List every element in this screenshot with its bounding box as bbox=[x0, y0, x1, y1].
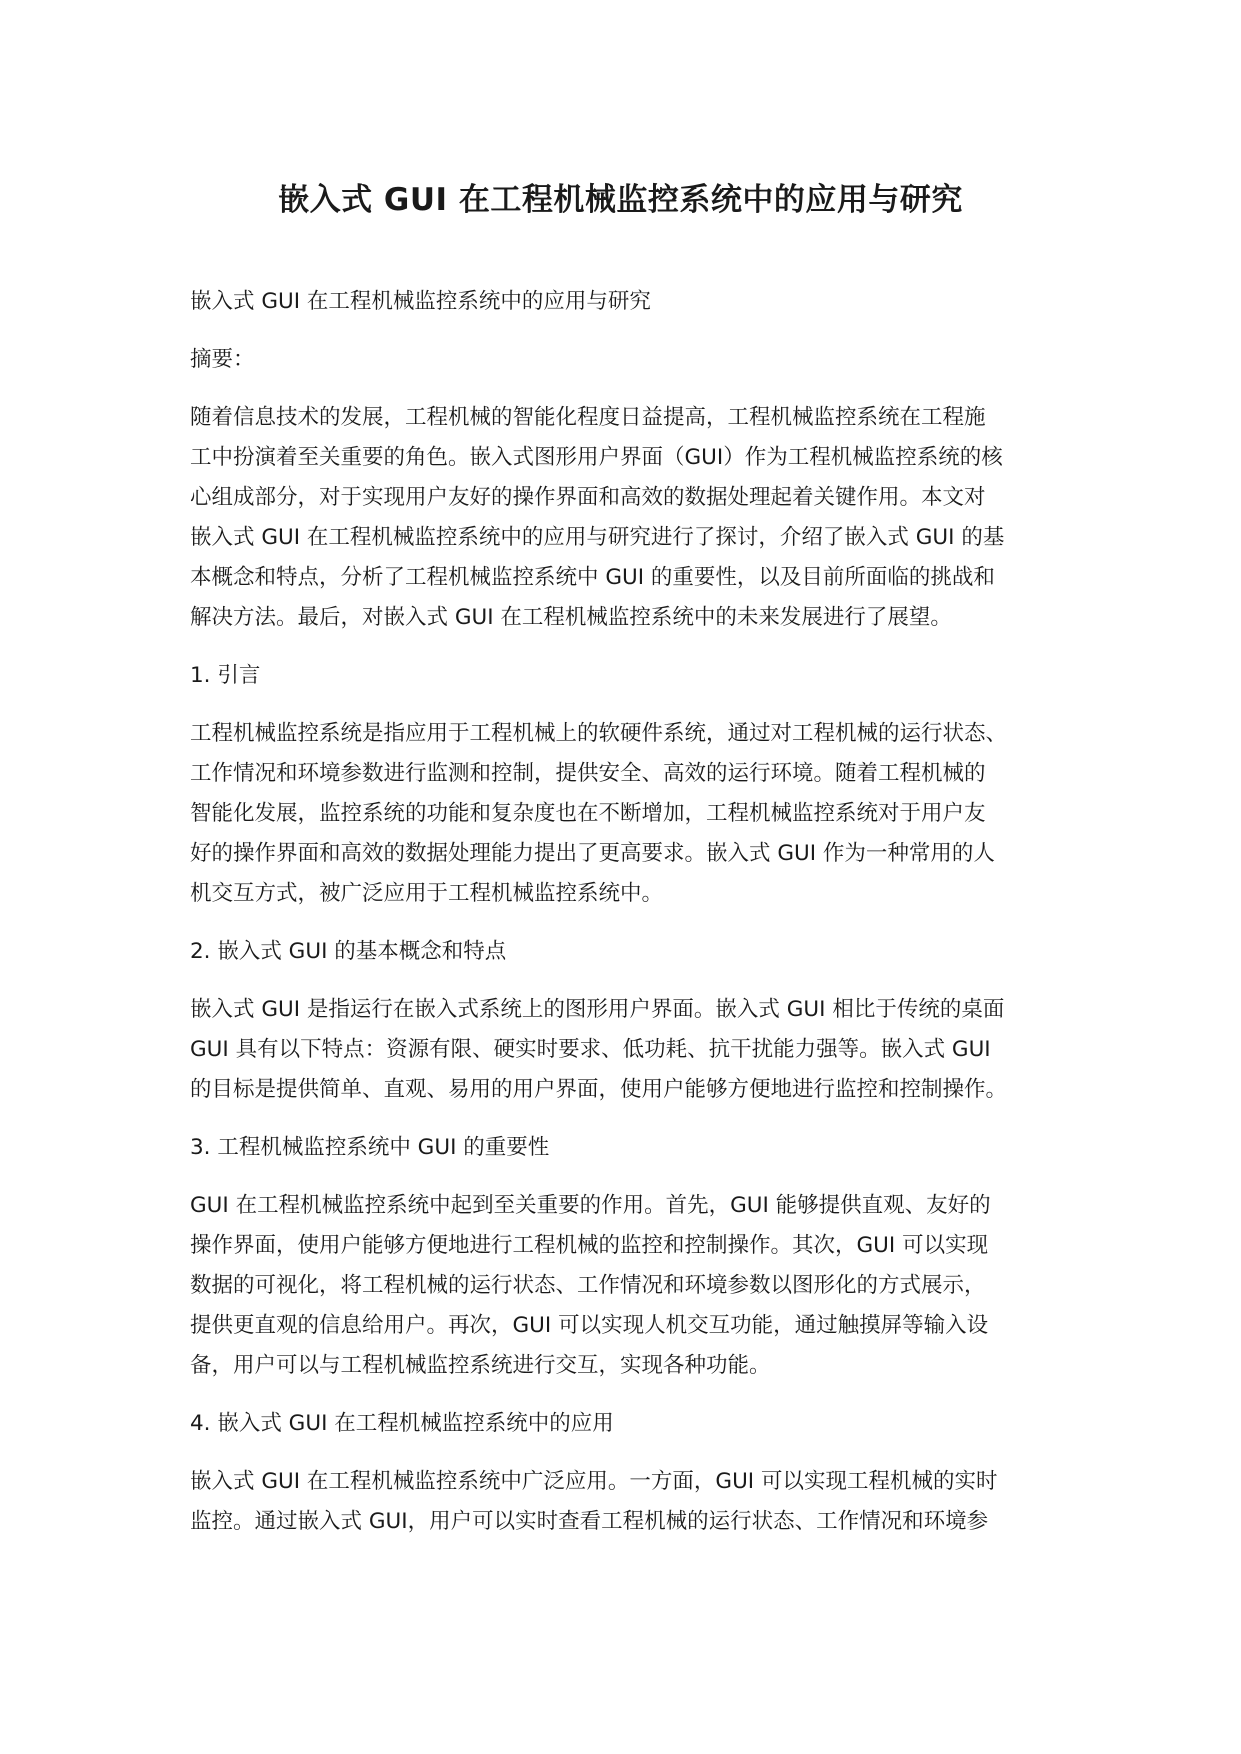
section-paragraph bbox=[190, 1462, 1070, 1542]
paragraph-line: 嵌入式 GUI 在工程机械监控系统中的应用与研究进行了探讨，介绍了嵌入式 GUI 的基 bbox=[190, 525, 1005, 550]
paragraph-line: 随着信息技术的发展，工程机械的智能化程度日益提高，工程机械监控系统在工程施 bbox=[190, 405, 986, 430]
paragraph-line: 工中扮演着至关重要的角色。嵌入式图形用户界面（GUI）作为工程机械监控系统的核 bbox=[190, 445, 1003, 470]
section-heading: 1. 引言 bbox=[190, 663, 261, 688]
paragraph-line: 的目标是提供简单、直观、易用的用户界面，使用户能够方便地进行监控和控制操作。 bbox=[190, 1077, 1008, 1102]
paragraph-line: 解决方法。最后，对嵌入式 GUI 在工程机械监控系统中的未来发展进行了展望。 bbox=[190, 605, 952, 630]
paragraph-line: 工程机械监控系统是指应用于工程机械上的软硬件系统，通过对工程机械的运行状态、 bbox=[190, 721, 1008, 746]
document-title: 嵌入式 GUI 在工程机械监控系统中的应用与研究 bbox=[278, 182, 963, 218]
section-heading: 2. 嵌入式 GUI 的基本概念和特点 bbox=[190, 939, 507, 964]
document-subtitle: 嵌入式 GUI 在工程机械监控系统中的应用与研究 bbox=[190, 289, 651, 314]
paragraph-line: 本概念和特点，分析了工程机械监控系统中 GUI 的重要性，以及目前所面临的挑战和 bbox=[190, 565, 995, 590]
section-paragraph bbox=[190, 714, 1070, 914]
abstract-label: 摘要： bbox=[190, 347, 255, 372]
paragraph-line: 监控。通过嵌入式 GUI，用户可以实时查看工程机械的运行状态、工作情况和环境参 bbox=[190, 1509, 989, 1534]
section-heading: 3. 工程机械监控系统中 GUI 的重要性 bbox=[190, 1135, 550, 1160]
paragraph-line: 好的操作界面和高效的数据处理能力提出了更高要求。嵌入式 GUI 作为一种常用的人 bbox=[190, 841, 995, 866]
section-paragraph bbox=[190, 1186, 1070, 1386]
paragraph-line: 数据的可视化，将工程机械的运行状态、工作情况和环境参数以图形化的方式展示， bbox=[190, 1273, 986, 1298]
section-paragraph bbox=[190, 990, 1070, 1110]
paragraph-line: 机交互方式，被广泛应用于工程机械监控系统中。 bbox=[190, 881, 664, 906]
paragraph-line: 备，用户可以与工程机械监控系统进行交互，实现各种功能。 bbox=[190, 1353, 771, 1378]
paragraph-line: 嵌入式 GUI 在工程机械监控系统中广泛应用。一方面，GUI 可以实现工程机械的实时 bbox=[190, 1469, 998, 1494]
paragraph-line: 提供更直观的信息给用户。再次，GUI 可以实现人机交互功能，通过触摸屏等输入设 bbox=[190, 1313, 989, 1338]
abstract-paragraph bbox=[190, 398, 1070, 638]
paragraph-line: 操作界面，使用户能够方便地进行工程机械的监控和控制操作。其次，GUI 可以实现 bbox=[190, 1233, 989, 1258]
paragraph-line: GUI 具有以下特点：资源有限、硬实时要求、低功耗、抗干扰能力强等。嵌入式 GUI bbox=[190, 1037, 991, 1062]
paragraph-line: 工作情况和环境参数进行监测和控制，提供安全、高效的运行环境。随着工程机械的 bbox=[190, 761, 986, 786]
section-heading: 4. 嵌入式 GUI 在工程机械监控系统中的应用 bbox=[190, 1411, 614, 1436]
document-body bbox=[190, 282, 1070, 1560]
paragraph-line: 智能化发展，监控系统的功能和复杂度也在不断增加，工程机械监控系统对于用户友 bbox=[190, 801, 986, 826]
paragraph-line: GUI 在工程机械监控系统中起到至关重要的作用。首先，GUI 能够提供直观、友好的 bbox=[190, 1193, 991, 1218]
paragraph-line: 嵌入式 GUI 是指运行在嵌入式系统上的图形用户界面。嵌入式 GUI 相比于传统的桌面 bbox=[190, 997, 1005, 1022]
paragraph-line: 心组成部分，对于实现用户友好的操作界面和高效的数据处理起着关键作用。本文对 bbox=[190, 485, 986, 510]
